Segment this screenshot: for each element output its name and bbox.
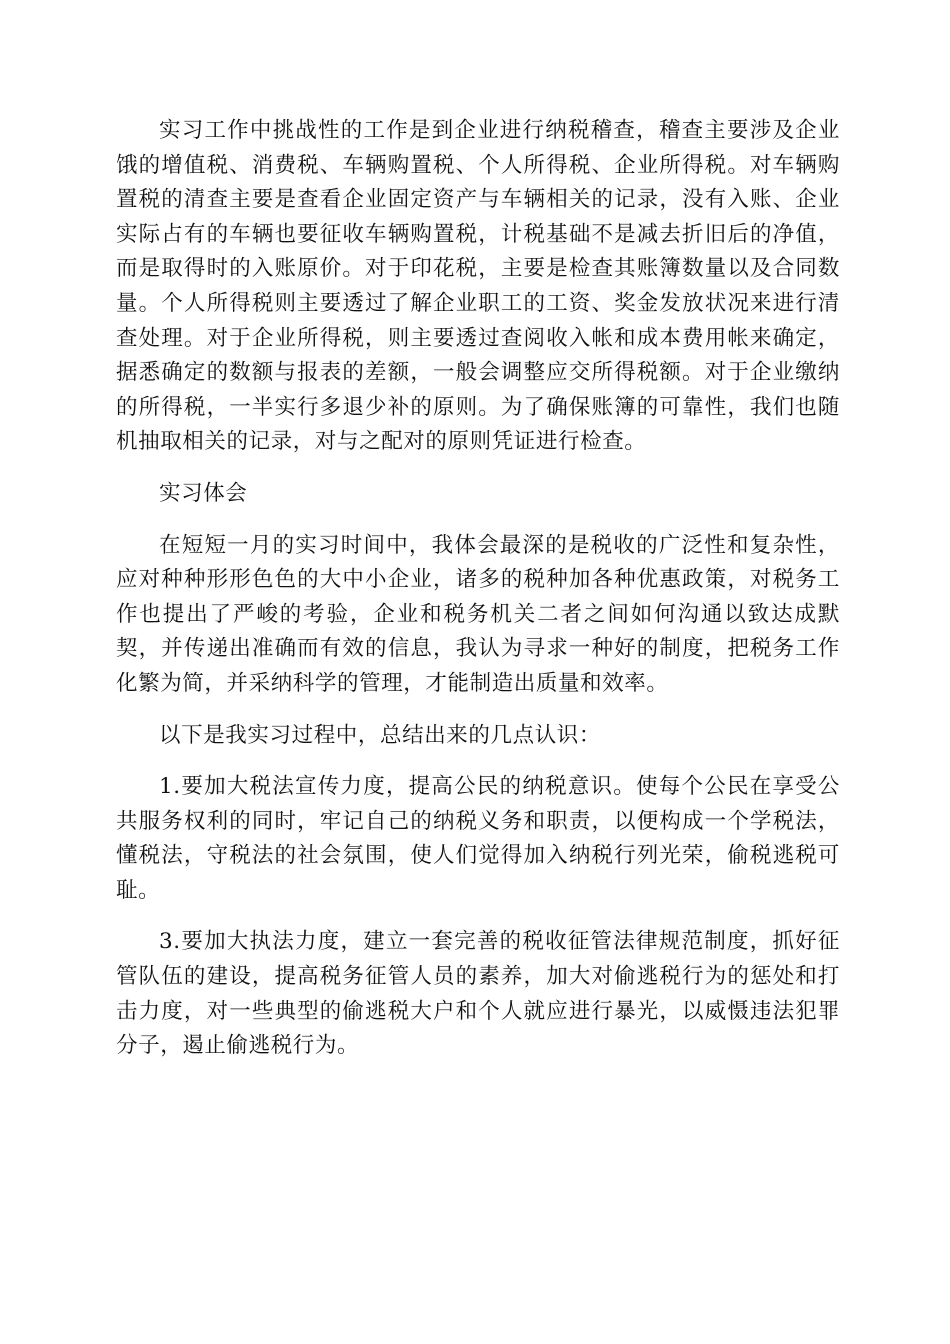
paragraph-point-3: 3.要加大执法力度，建立一套完善的税收征管法律规范制度，抓好征管队伍的建设，提高税务征管人员的素养，加大对偷逃税行为的惩处和打击力度，对一些典型的偷逃税大户和个人就应进行暴光，以威慑违法犯罪分子，遏止偷逃税行为。 <box>116 929 840 1059</box>
document-page <box>116 114 840 1081</box>
paragraph-experience: 在短短一月的实习时间中，我体会最深的是税收的广泛性和复杂性，应对种种形形色色的大中小企业，诸多的税种加各种优惠政策，对税务工作也提出了严峻的考验，企业和税务机关二者之间如何沟通以致达成默契，并传递出准确而有效的信息，我认为寻求一种好的制度，把税务工作化繁为简，并采纳科学的管理，才能制造出质量和效率。 <box>116 532 840 696</box>
paragraph-tax-audit: 实习工作中挑战性的工作是到企业进行纳税稽查，稽查主要涉及企业饿的增值税、消费税、车辆购置税、个人所得税、企业所得税。对车辆购置税的清查主要是查看企业固定资产与车辆相关的记录，没有入账、企业实际占有的车辆也要征收车辆购置税，计税基础不是减去折旧后的净值，而是取得时的入账原价。对于印花税，主要是检查其账簿数量以及合同数量。个人所得税则主要透过了解企业职工的工资、奖金发放状况来进行清查处理。对于企业所得税，则主要透过查阅收入帐和成本费用帐来确定，据悉确定的数额与报表的差额，一般会调整应交所得税额。对于企业缴纳的所得税，一半实行多退少补的原则。为了确保账簿的可靠性，我们也随机抽取相关的记录，对与之配对的原则凭证进行检查。 <box>116 118 840 455</box>
paragraph-summary-intro: 以下是我实习过程中，总结出来的几点认识： <box>159 722 602 748</box>
section-heading-internship-experience: 实习体会 <box>159 480 248 506</box>
paragraph-point-1: 1.要加大税法宣传力度，提高公民的纳税意识。使每个公民在享受公共服务权利的同时，牢记自己的纳税义务和职责，以便构成一个学税法，懂税法，守税法的社会氛围，使人们觉得加入纳税行列光荣，偷税逃税可耻。 <box>116 774 840 903</box>
